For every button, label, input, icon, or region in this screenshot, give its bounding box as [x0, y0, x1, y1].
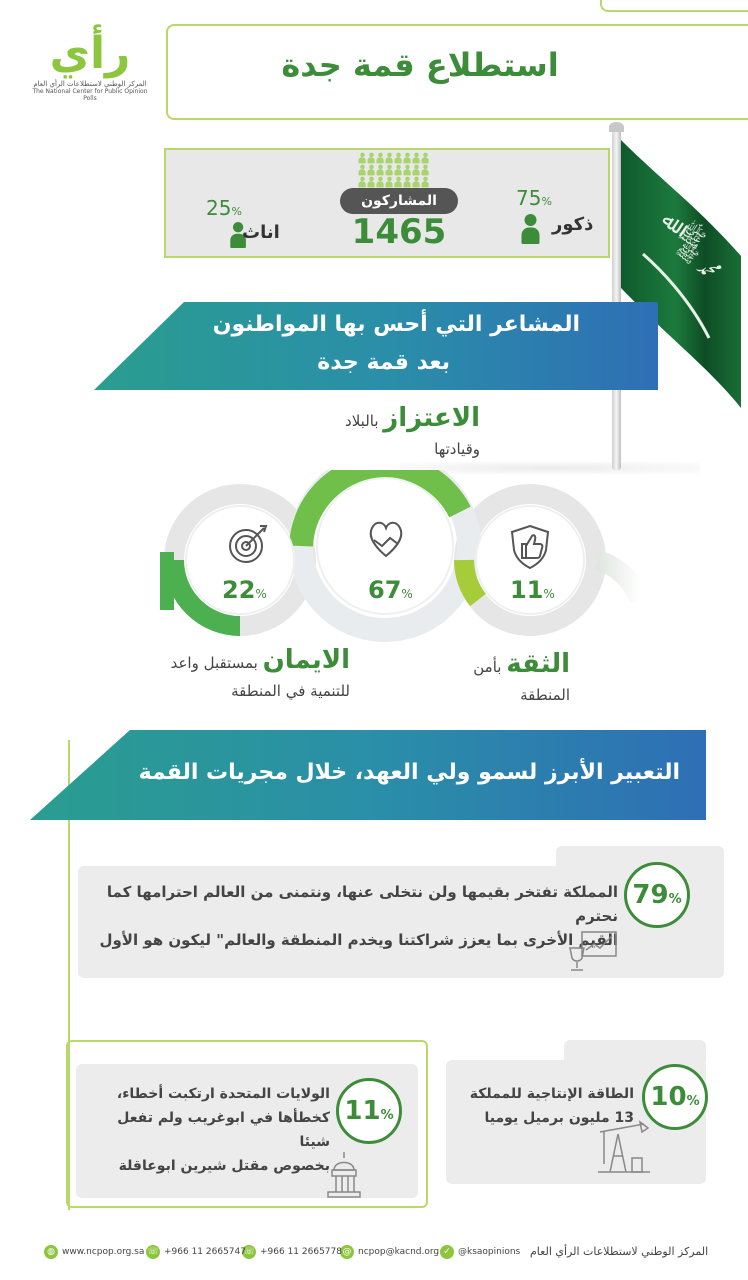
- faith-label: الايمان بمستقبل واعد للتنمية في المنطقة: [170, 645, 350, 700]
- page-title: استطلاع قمة جدة: [281, 46, 559, 84]
- logo-name-en: The National Center for Public Opinion Polls: [32, 88, 148, 102]
- male-label: ذكور: [552, 214, 594, 235]
- crowd-icon: [358, 152, 438, 188]
- oil-pump-icon: [596, 1120, 652, 1176]
- faith-value: 22%: [222, 576, 267, 604]
- phone-icon: ☏: [243, 1247, 255, 1257]
- feelings-heading-line1: المشاعر التي أحس بها المواطنون: [212, 312, 580, 337]
- ncpop-logo: [26, 28, 154, 102]
- expression-1-value: 79%: [624, 862, 690, 928]
- svg-text:ﷴ ﷺ: ﷴ ﷺ: [671, 238, 722, 285]
- flag-pole-top: [609, 122, 624, 132]
- capitol-icon: [324, 1150, 364, 1200]
- footer-phone1[interactable]: +966 11 2665778: [260, 1247, 342, 1257]
- globe-icon: ◍: [44, 1245, 58, 1259]
- expressions-heading: التعبير الأبرز لسمو ولي العهد، خلال مجريات القمة: [138, 760, 680, 785]
- decorative-top-line: [600, 0, 748, 12]
- footer-website[interactable]: www.ncpop.org.sa: [62, 1247, 145, 1257]
- expression-2-text: الولايات المتحدة ارتكبت أخطاء، كخطأها في ابوغريب ولم تفعل شيئا بخصوص مقتل شيرين ابوعاقلة: [116, 1086, 330, 1174]
- footer-twitter[interactable]: @ksaopinions: [458, 1247, 521, 1257]
- pride-value: 67%: [368, 576, 413, 604]
- male-percentage: 75%: [516, 186, 552, 210]
- card-tab: [564, 1040, 706, 1062]
- pride-label: الاعتزاز بالبلاد وقيادتها: [345, 403, 480, 458]
- logo-mark: رأي: [49, 28, 131, 79]
- footer-email[interactable]: ncpop@kacnd.org: [358, 1247, 440, 1257]
- participants-count: 1465: [351, 212, 447, 252]
- trust-value: 11%: [510, 576, 555, 604]
- participants-label: المشاركون: [340, 188, 458, 214]
- expression-1-text: المملكة تفتخر بقيمها ولن نتخلى عنها، ونتمنى من العالم احترامها كما نحترم القيم الأخرى بما يعزز شراكتنا ويخدم المنطقة والعالم" ليكون هو الأول: [99, 883, 618, 949]
- expression-3-text: الطاقة الإنتاجية للمملكة 13 مليون برميل يوميا: [469, 1086, 634, 1126]
- footer-org-name: المركز الوطني لاستطلاعات الرأي العام: [530, 1245, 709, 1258]
- feelings-heading-line2: بعد قمة جدة: [317, 350, 450, 375]
- email-icon: @: [340, 1245, 354, 1259]
- twitter-icon: ✓: [440, 1245, 454, 1259]
- feelings-circles: [160, 470, 650, 670]
- expression-3-value: 10%: [642, 1064, 708, 1130]
- logo-name-ar: المركز الوطني لاستطلاعات الرأي العام: [33, 80, 147, 88]
- trophy-chart-icon: [566, 930, 618, 974]
- expression-2-value: 11%: [336, 1078, 402, 1144]
- female-label: اناث: [242, 222, 280, 243]
- svg-text:ﷺ ﷲ: ﷺ ﷲ: [656, 207, 710, 255]
- female-percentage: 25%: [206, 196, 242, 220]
- footer-phone2[interactable]: +966 11 2665747: [164, 1247, 246, 1257]
- trust-label: الثقة بأمن المنطقة: [473, 649, 570, 704]
- male-person-icon: [520, 214, 541, 244]
- phone-icon: ☏: [147, 1247, 159, 1257]
